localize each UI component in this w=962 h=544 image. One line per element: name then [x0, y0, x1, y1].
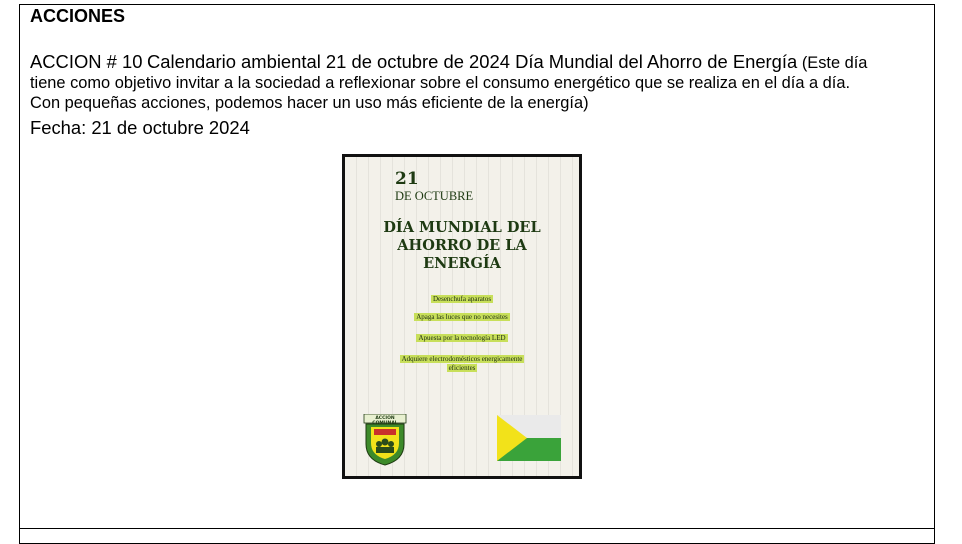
action-description: [30, 52, 930, 113]
poster-tip: Desenchufa aparatos: [432, 295, 492, 303]
poster-tip: Apuesta por la tecnología LED: [418, 334, 506, 342]
table-row-divider: [19, 528, 935, 529]
action-date: Fecha: 21 de octubre 2024: [30, 117, 250, 138]
poster-day: 21: [395, 169, 419, 189]
poster-title: [345, 219, 579, 273]
poster-tip: Adquiere electrodomésticos energicamente eficientes: [401, 355, 523, 372]
accion-comunal-seal-icon: [363, 414, 407, 466]
action-label: ACCION # 10: [30, 51, 143, 72]
poster-title-line: ENERGÍA: [423, 255, 501, 272]
poster-title-line: AHORRO DE LA: [397, 237, 527, 254]
action-desc-line3: Con pequeñas acciones, podemos hacer un uso más eficiente de la energía): [30, 94, 589, 112]
poster-title-line: DÍA MUNDIAL DEL: [383, 219, 541, 236]
action-desc-start: (Este día: [801, 54, 868, 72]
action-title: Calendario ambiental 21 de octubre de 2024 Día Mundial del Ahorro de Energía: [147, 51, 798, 72]
action-desc-line2: tiene como objetivo invitar a la sociedad a reflexionar sobre el consumo energético que se realiza en el día a día.: [30, 74, 851, 92]
poster-image: [342, 154, 582, 479]
flag-icon: [497, 415, 561, 461]
seal-label: ACCION COMUNAL: [372, 416, 398, 426]
poster-month: DE OCTUBRE: [395, 189, 474, 203]
section-heading: ACCIONES: [30, 6, 126, 26]
poster-tip: Apaga las luces que no necesites: [416, 313, 508, 321]
